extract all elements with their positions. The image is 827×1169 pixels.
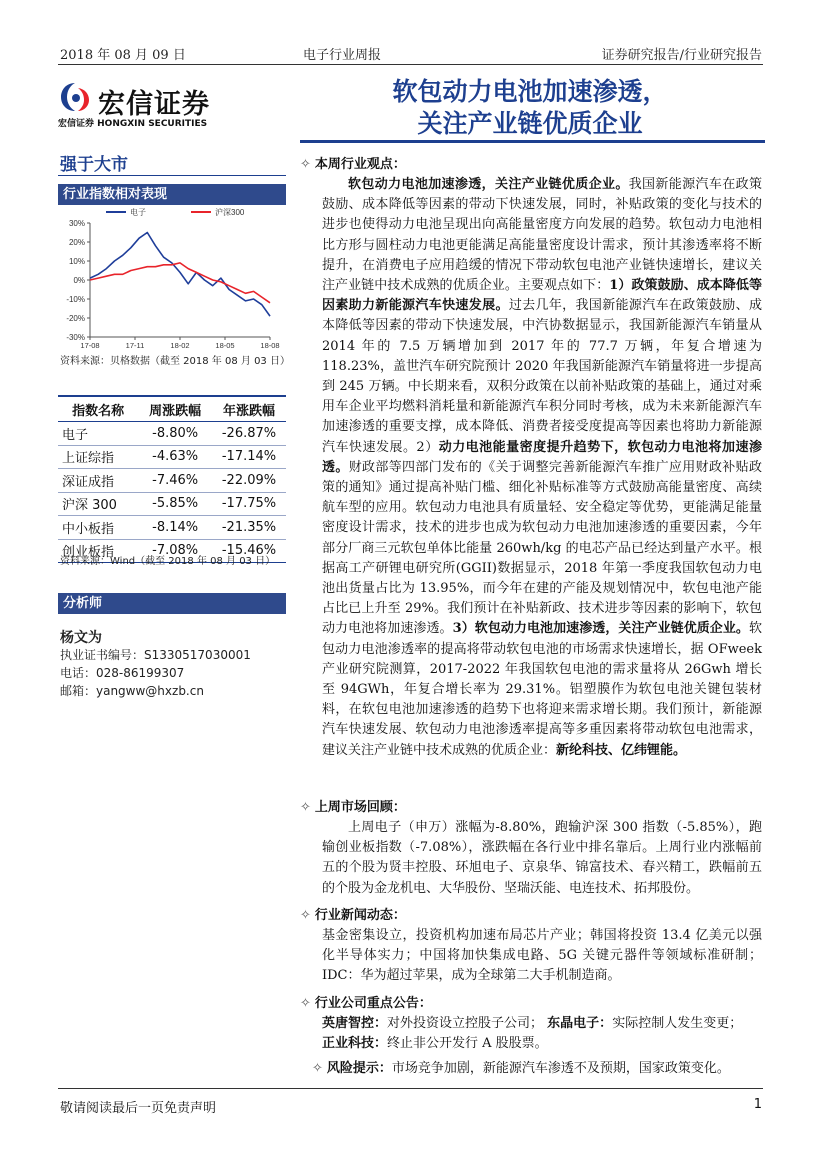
risk-text: 市场竞争加剧，新能源汽车渗透不及预期，国家政策变化。 [391, 1061, 730, 1076]
index-name: 上证综指 [58, 445, 138, 469]
risk-title: 风险提示： [326, 1061, 392, 1076]
report-title-line2: 关注产业链优质企业 [417, 109, 643, 138]
index-performance-table [58, 395, 286, 563]
table-row [58, 422, 286, 446]
index-name: 沪深 300 [58, 492, 138, 516]
table-header-week: 周涨跌幅 [138, 396, 212, 422]
table-row [58, 445, 286, 469]
analyst-cert: 执业证书编号：S1330517030001 [60, 648, 251, 662]
year-change: -17.75% [212, 492, 286, 516]
view-point-2: 动力电池能量密度提升趋势下，软包动力电池将加速渗透。 [322, 439, 762, 475]
year-change: -15.46% [212, 539, 286, 563]
y-tick-label: 0% [73, 276, 85, 285]
report-date: 2018 年 08 月 09 日 [60, 48, 186, 63]
company-b-name: 东晶电子： [547, 1016, 613, 1031]
view-text-d: 财政部等四部门发布的《关于调整完善新能源汽车推广应用财政补贴政策的通知》通过提高补贴门槛、细化补贴标准等方式鼓励高能量密度、高续航车型的应用。软包动力电池具有质量轻、安全稳定等优势，更能满足能量密度设计需求，技术的进步也成为软包动力电池加速渗透的重要因素，今年部分厂商三元软包单体比能量 260wh/kg 的电芯产品已经达到量产水平。根据高工产研锂电研究所(GGII)数据显示，2018 年第一季度我国软包动力电池出货量占比为 13.95%，而今年在建的产能及规划情况中，软包电池产能占比已上升至 29%。我们预计在补贴新政、技术进步等因素的影响下，软包动力电池将加速渗透。 [322, 459, 762, 637]
analyst-email: 邮箱：yangww@hxzb.cn [60, 684, 204, 698]
title-rule [300, 140, 765, 143]
section-company-notices-title: 行业公司重点公告： [314, 996, 432, 1011]
x-tick-label: 18-08 [260, 341, 280, 350]
week-change: -8.14% [138, 516, 212, 540]
company-a-text: 对外投资设立控股子公司； [387, 1016, 544, 1031]
weekly-view-paragraph [322, 175, 762, 761]
table-row [58, 469, 286, 493]
report-category: 电子行业周报 [303, 48, 382, 63]
y-tick-label: 10% [68, 257, 85, 266]
section-industry-news [300, 904, 406, 923]
analyst-section-title: 分析师 [58, 593, 286, 614]
view-text-e: 软包动力电池渗透率的提高将带动软包电池的市场需求快速增长，据 OFweek 产业研究院测算，2017-2022 年我国软包电池的需求量将从 26Gwh 增长至 94GWh，年复合增长率为 29.31%。铝塑膜作为软包电池关键包装材料，在软包电池加速渗透的趋势下也将迎来需求增长期。我们预计，新能源汽车快速发展、软包动力电池渗透率提高等多重因素将带动软包电池需求，建议关注产业链中技术成熟的优质企业： [322, 621, 762, 758]
company-notices-paragraph [322, 1014, 762, 1054]
index-name: 深证成指 [58, 469, 138, 493]
logo-subtitle: 宏信证券 HONGXIN SECURITIES [58, 119, 208, 129]
view-point-1: 1）政策鼓励、成本降低等因素助力新能源汽车快速发展。 [322, 278, 762, 314]
x-tick-label: 18-05 [215, 341, 235, 350]
x-tick-label: 17-11 [125, 341, 145, 350]
y-tick-label: -30% [66, 333, 85, 342]
week-change: -8.80% [138, 422, 212, 446]
week-change: -7.46% [138, 469, 212, 493]
y-tick-label: -20% [66, 314, 85, 323]
market-review-paragraph: 上周电子（申万）涨幅为-8.80%，跑输沪深 300 指数（-5.85%），跑输创业板指数（-7.08%），涨跌幅在各行业中排名靠后。上周行业内涨幅前五的个股为贤丰控股、环旭电子、京泉华、锦富技术、春兴精工，跌幅前五的个股为金龙机电、大华股份、坚瑞沃能、电连技术、拓邦股份。 [322, 820, 762, 896]
report-type: 证券研究报告/行业研究报告 [601, 48, 762, 63]
y-tick-label: -10% [66, 295, 85, 304]
view-text-a: 我国新能源汽车在政策鼓励、成本降低等因素的带动下快速发展，同时，补贴政策的变化与技术的进步也使得动力电池呈现出向高能量密度方向发展的趋势。软包动力电池相比方形与圆柱动力电池更能满足高能量密度设计需求，预计其渗透率将不断提升，在消费电子应用趋缓的情况下带动软包电池产业链快速增长，建议关注产业链中技术成熟的优质企业。主要观点如下： [322, 177, 762, 294]
company-c-name: 正业科技： [322, 1036, 388, 1052]
series-line-1 [90, 263, 270, 303]
diamond-bullet-icon: ✧ [300, 908, 311, 923]
year-change: -21.35% [212, 516, 286, 540]
industry-rating: 强于大市 [60, 155, 128, 175]
chart-source: 资料来源：贝格数据（截至 2018 年 08 月 03 日） [60, 356, 290, 367]
view-text-c: 过去几年，我国新能源汽车在政策鼓励、成本降低等因素的带动下快速发展，中汽协数据显示，我国新能源汽车销量从 2014 年的 7.5 万辆增加到 2017 年的 77.7 万辆，年复合增速为 118.23%，盖世汽车研究院预计 2020 年我国新能源汽车销量将进一步提高到 245 万辆。中长期来看，双积分政策在以前补贴政策的基础上，通过对乘用车企业平均燃料消耗量和新能源汽车积分同时考核，成为未来新能源汽车加速渗透的重要支撑，成本降低、消费者接受度提高等因素也将助力新能源汽车快速发展。2） [322, 298, 762, 455]
footer-disclaimer: 敬请阅读最后一页免责声明 [60, 1101, 217, 1116]
week-change: -5.85% [138, 492, 212, 516]
company-c-text: 终止非公开发行 A 股股票。 [387, 1036, 548, 1052]
x-tick-label: 17-08 [80, 341, 100, 350]
diamond-bullet-icon: ✧ [300, 996, 311, 1011]
week-change: -4.63% [138, 445, 212, 469]
report-title-line1: 软包动力电池加速渗透， [392, 77, 668, 106]
view-point-3: 3）软包动力电池加速渗透，关注产业链优质企业。 [452, 621, 749, 637]
y-tick-label: 30% [68, 219, 85, 228]
week-change: -7.08% [138, 539, 212, 563]
logo-icon [58, 80, 92, 114]
analyst-phone: 电话：028-86199307 [60, 666, 185, 680]
risk-warning [312, 1057, 730, 1076]
diamond-bullet-icon: ✧ [300, 157, 311, 172]
table-source: 资料来源：Wind（截至 2018 年 08 月 03 日） [60, 556, 276, 567]
x-tick-label: 18-02 [170, 341, 190, 350]
section-market-review [300, 796, 406, 815]
industry-news-paragraph: 基金密集设立，投资机构加速布局芯片产业；韩国将投资 13.4 亿美元以强化半导体实力；中国将加快集成电路、5G 关键元器件等领域标准研制；IDC：华为超过苹果，成为全球第二大手机制造商。 [322, 928, 762, 984]
year-change: -17.14% [212, 445, 286, 469]
diamond-bullet-icon: ✧ [312, 1061, 323, 1076]
index-name: 创业板指 [58, 539, 138, 563]
view-recommended-stocks: 新纶科技、亿纬锂能。 [556, 742, 687, 758]
year-change: -26.87% [212, 422, 286, 446]
legend-label: 沪深300 [215, 208, 245, 217]
section-industry-news-title: 行业新闻动态： [314, 908, 406, 923]
chart-section-title: 行业指数相对表现 [58, 184, 286, 205]
index-name: 电子 [58, 422, 138, 446]
analyst-name: 杨文为 [60, 630, 102, 646]
legend-label: 电子 [130, 208, 146, 217]
footer-rule [58, 1088, 763, 1089]
section-market-review-title: 上周市场回顾： [314, 800, 406, 815]
index-performance-chart [58, 205, 288, 350]
logo-name: 宏信证券 [98, 89, 210, 120]
y-tick-label: 20% [68, 238, 85, 247]
rating-rule [58, 175, 286, 176]
section-company-notices [300, 992, 432, 1011]
table-row [58, 492, 286, 516]
section-weekly-view [300, 153, 406, 172]
company-a-name: 英唐智控： [322, 1016, 388, 1031]
page-number: 1 [753, 1097, 762, 1112]
year-change: -22.09% [212, 469, 286, 493]
header-rule [58, 64, 763, 65]
view-lead: 软包动力电池加速渗透，关注产业链优质企业。 [348, 177, 629, 192]
table-header-name: 指数名称 [58, 396, 138, 422]
table-row [58, 516, 286, 540]
company-b-text: 实际控制人发生变更； [612, 1016, 743, 1031]
table-header-year: 年涨跌幅 [212, 396, 286, 422]
section-weekly-view-title: 本周行业观点： [314, 157, 406, 172]
index-name: 中小板指 [58, 516, 138, 540]
diamond-bullet-icon: ✧ [300, 800, 311, 815]
